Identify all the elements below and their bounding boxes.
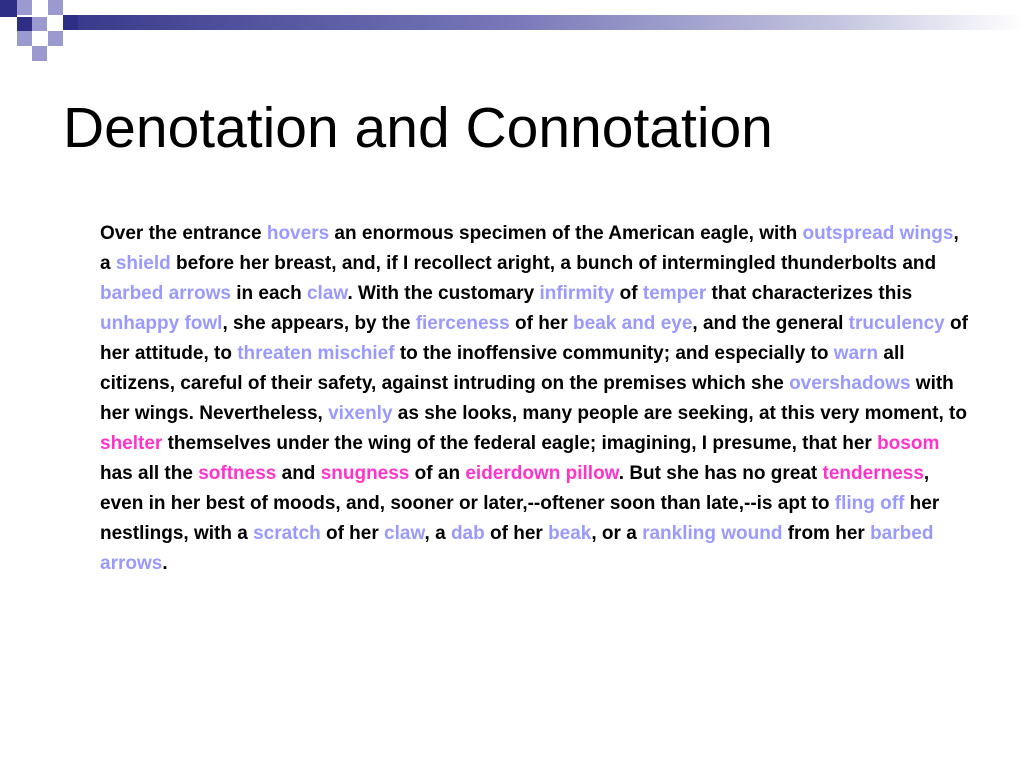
highlighted-word: warn xyxy=(833,343,879,364)
passage-text-segment: an enormous specimen of the American eagle, with xyxy=(329,223,803,244)
passage-text-segment: has all the xyxy=(100,463,199,484)
passage-text-segment: and xyxy=(276,463,321,484)
passage-text-segment: . But she has no great xyxy=(618,463,823,484)
passage-text-segment: , she appears, by the xyxy=(222,313,416,334)
highlighted-word: beak and eye xyxy=(573,313,693,334)
highlighted-word: softness xyxy=(198,463,277,484)
passage-text-segment: of her xyxy=(509,313,574,334)
highlighted-word: bosom xyxy=(877,433,940,454)
highlighted-word: eiderdown pillow xyxy=(465,463,619,484)
passage-text-segment: , a xyxy=(100,223,959,274)
passage-text-segment: from her xyxy=(782,523,871,544)
highlighted-word: temper xyxy=(642,283,707,304)
passage-text-segment: that characterizes this xyxy=(706,283,913,304)
passage-text-segment: themselves under the wing of the federal eagle; imagining, I presume, that her xyxy=(162,433,878,454)
highlighted-word: claw xyxy=(384,523,425,544)
highlighted-word: barbed arrows xyxy=(100,283,231,304)
highlighted-word: outspread wings xyxy=(802,223,954,244)
highlighted-word: claw xyxy=(306,283,348,304)
passage-text-segment: of xyxy=(614,283,643,304)
decor-square xyxy=(48,31,63,46)
highlighted-word: hovers xyxy=(266,223,330,244)
header-decoration xyxy=(0,0,1024,80)
highlighted-word: vixenly xyxy=(328,403,393,424)
passage-text-segment: of her xyxy=(320,523,385,544)
passage-text-segment: , a xyxy=(424,523,451,544)
decor-square xyxy=(17,0,32,15)
highlighted-word: fierceness xyxy=(415,313,510,334)
decor-square xyxy=(17,17,32,32)
passage-text-segment: with her wings. Nevertheless, xyxy=(100,373,954,424)
passage-text-segment: , or a xyxy=(591,523,643,544)
header-gradient-bar xyxy=(78,15,1024,30)
highlighted-word: snugness xyxy=(320,463,410,484)
decor-square xyxy=(32,17,47,31)
slide-title: Denotation and Connotation xyxy=(63,96,773,160)
highlighted-word: barbed arrows xyxy=(100,523,934,574)
passage-text-segment: to the inoffensive community; and especially to xyxy=(394,343,834,364)
highlighted-word: dab xyxy=(450,523,485,544)
passage-text-segment: , even in her best of moods, and, sooner or later,--oftener soon than late,--is apt to xyxy=(100,463,930,514)
highlighted-word: tenderness xyxy=(822,463,924,484)
passage-text-segment: , and the general xyxy=(692,313,849,334)
passage-text-segment: of her attitude, to xyxy=(100,313,968,364)
highlighted-word: overshadows xyxy=(789,373,911,394)
decor-square xyxy=(63,15,78,30)
highlighted-word: fling off xyxy=(834,493,905,514)
highlighted-word: shield xyxy=(115,253,171,274)
passage-text xyxy=(100,219,970,579)
passage-text-segment: all citizens, careful of their safety, against intruding on the premises which she xyxy=(100,343,905,394)
passage-text-segment: before her breast, and, if I recollect aright, a bunch of intermingled thunderbolts and xyxy=(170,253,937,274)
decor-square xyxy=(32,46,47,61)
highlighted-word: unhappy fowl xyxy=(100,313,223,334)
passage-text-segment: . xyxy=(162,553,168,574)
decor-square xyxy=(0,0,17,17)
decor-square xyxy=(48,0,63,15)
highlighted-word: truculency xyxy=(848,313,945,334)
passage-text-segment: as she looks, many people are seeking, at this very moment, to xyxy=(392,403,967,424)
highlighted-word: rankling wound xyxy=(642,523,783,544)
passage-text-segment: . With the customary xyxy=(347,283,540,304)
highlighted-word: beak xyxy=(548,523,592,544)
highlighted-word: infirmity xyxy=(539,283,615,304)
passage-text-segment: of an xyxy=(409,463,466,484)
passage-text-segment: her nestlings, with a xyxy=(100,493,940,544)
decor-square xyxy=(17,31,32,46)
highlighted-word: scratch xyxy=(253,523,321,544)
passage-text-segment: of her xyxy=(484,523,549,544)
highlighted-word: threaten mischief xyxy=(237,343,395,364)
passage-text-segment: Over the entrance xyxy=(100,223,267,244)
passage-text-segment: in each xyxy=(230,283,307,304)
highlighted-word: shelter xyxy=(100,433,163,454)
